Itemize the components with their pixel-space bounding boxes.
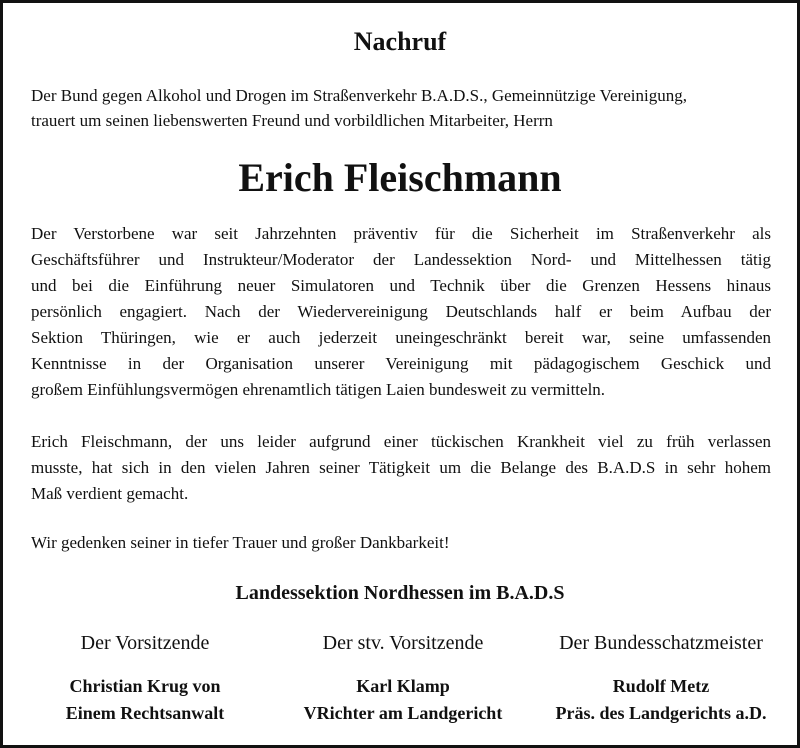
signatory-name: Christian Krug von [69,676,221,696]
signatory-title: VRichter am Landgericht [303,703,503,723]
paragraph-line: Maß verdient gemacht. [31,484,189,503]
signatory-name: Karl Klamp [356,676,450,696]
signatory-role: Der Vorsitzende [80,632,210,654]
notice-heading: Nachruf [353,27,447,56]
signatory-treasurer [531,629,791,727]
paragraph-line: großem Einfühlungsvermögen ehrenamtlich tätigen Laien bundesweit zu vermitteln. [31,380,606,399]
paragraph-line: Sektion Thüringen, wie er auch jederzeit uneingeschränkt bereit war, seine umfassenden [31,328,771,347]
signatory-title: Präs. des Landgerichts a.D. [555,703,767,723]
signatory-chairman [15,629,275,727]
paragraph-line: musste, hat sich in den vielen Jahren seiner Tätigkeit um die Belange des B.A.D.S in sehr hohem [31,458,771,477]
signatory-deputy-chairman [273,629,533,727]
paragraph-line: Erich Fleischmann, der uns leider aufgrund einer tückischen Krankheit viel zu früh verlassen [31,432,771,451]
paragraph-line: Kenntnisse in der Organisation unserer Vereinigung mit pädagogischem Geschick und [31,354,771,373]
signatory-name: Rudolf Metz [612,676,710,696]
intro-text [31,83,771,133]
signatory-role: Der stv. Vorsitzende [322,632,484,654]
intro-line: trauert um seinen liebenswerten Freund und vorbildlichen Mitarbeiter, Herrn [31,111,553,130]
biography-paragraph [31,221,771,403]
section-name: Landessektion Nordhessen im B.A.D.S [235,582,565,604]
paragraph-line: persönlich engagiert. Nach der Wiedervereinigung Deutschlands half er beim Aufbau der [31,302,771,321]
closing-text: Wir gedenken seiner in tiefer Trauer und großer Dankbarkeit! [31,533,450,552]
signatory-role: Der Bundesschatzmeister [559,632,763,654]
intro-line: Der Bund gegen Alkohol und Drogen im Straßenverkehr B.A.D.S., Gemeinnützige Vereinigung, [31,86,687,105]
tribute-paragraph [31,429,771,507]
signatory-title: Einem Rechtsanwalt [65,703,225,723]
paragraph-line: Der Verstorbene war seit Jahrzehnten präventiv für die Sicherheit im Straßenverkehr als [31,224,771,243]
deceased-name: Erich Fleischmann [238,155,562,200]
paragraph-line: Geschäftsführer und Instrukteur/Moderator der Landessektion Nord- und Mittelhessen tätig [31,250,771,269]
closing-line [31,530,771,556]
paragraph-line: und bei die Einführung neuer Simulatoren und Technik über die Grenzen Hessens hinaus [31,276,771,295]
